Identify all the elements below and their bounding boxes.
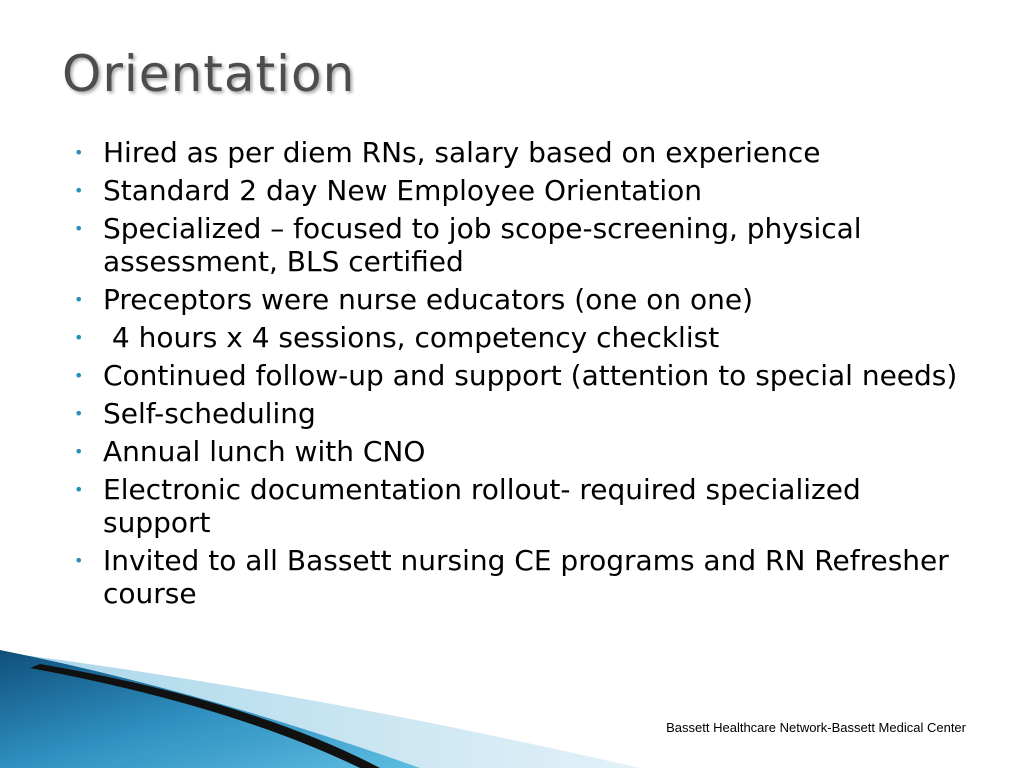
bullet-dot-icon: • — [74, 181, 84, 200]
bullet-item — [74, 359, 974, 392]
bullet-dot-icon: • — [74, 551, 84, 570]
bullet-dot-icon: • — [74, 480, 84, 499]
bullet-item — [74, 397, 974, 430]
bullet-item — [74, 321, 974, 354]
bullet-list — [74, 136, 974, 615]
bullet-item — [74, 136, 974, 169]
bullet-text: Electronic documentation rollout- required specialized support — [103, 473, 861, 539]
bullet-dot-icon: • — [74, 366, 84, 385]
slide-title: Orientation — [62, 45, 356, 103]
bullet-dot-icon: • — [74, 290, 84, 309]
bullet-item — [74, 212, 974, 278]
bullet-text: Continued follow-up and support (attention to special needs) — [103, 359, 958, 392]
bullet-item — [74, 435, 974, 468]
bullet-dot-icon: • — [74, 328, 84, 347]
bullet-item — [74, 473, 974, 539]
bullet-text: 4 hours x 4 sessions, competency checklist — [103, 321, 720, 354]
bullet-text: Standard 2 day New Employee Orientation — [103, 174, 703, 207]
bullet-text: Invited to all Bassett nursing CE programs and RN Refresher course — [103, 544, 949, 610]
bullet-text: Specialized – focused to job scope-screening, physical assessment, BLS certified — [103, 212, 862, 278]
bullet-text: Self-scheduling — [103, 397, 316, 430]
bullet-item — [74, 174, 974, 207]
bullet-item — [74, 544, 974, 610]
bullet-text: Hired as per diem RNs, salary based on experience — [103, 136, 821, 169]
bullet-dot-icon: • — [74, 143, 84, 162]
bullet-dot-icon: • — [74, 442, 84, 461]
bullet-dot-icon: • — [74, 219, 84, 238]
bullet-item — [74, 283, 974, 316]
bullet-text: Annual lunch with CNO — [103, 435, 426, 468]
footer-text: Bassett Healthcare Network-Bassett Medical Center — [666, 720, 966, 735]
bullet-text: Preceptors were nurse educators (one on one) — [103, 283, 754, 316]
bullet-dot-icon: • — [74, 404, 84, 423]
